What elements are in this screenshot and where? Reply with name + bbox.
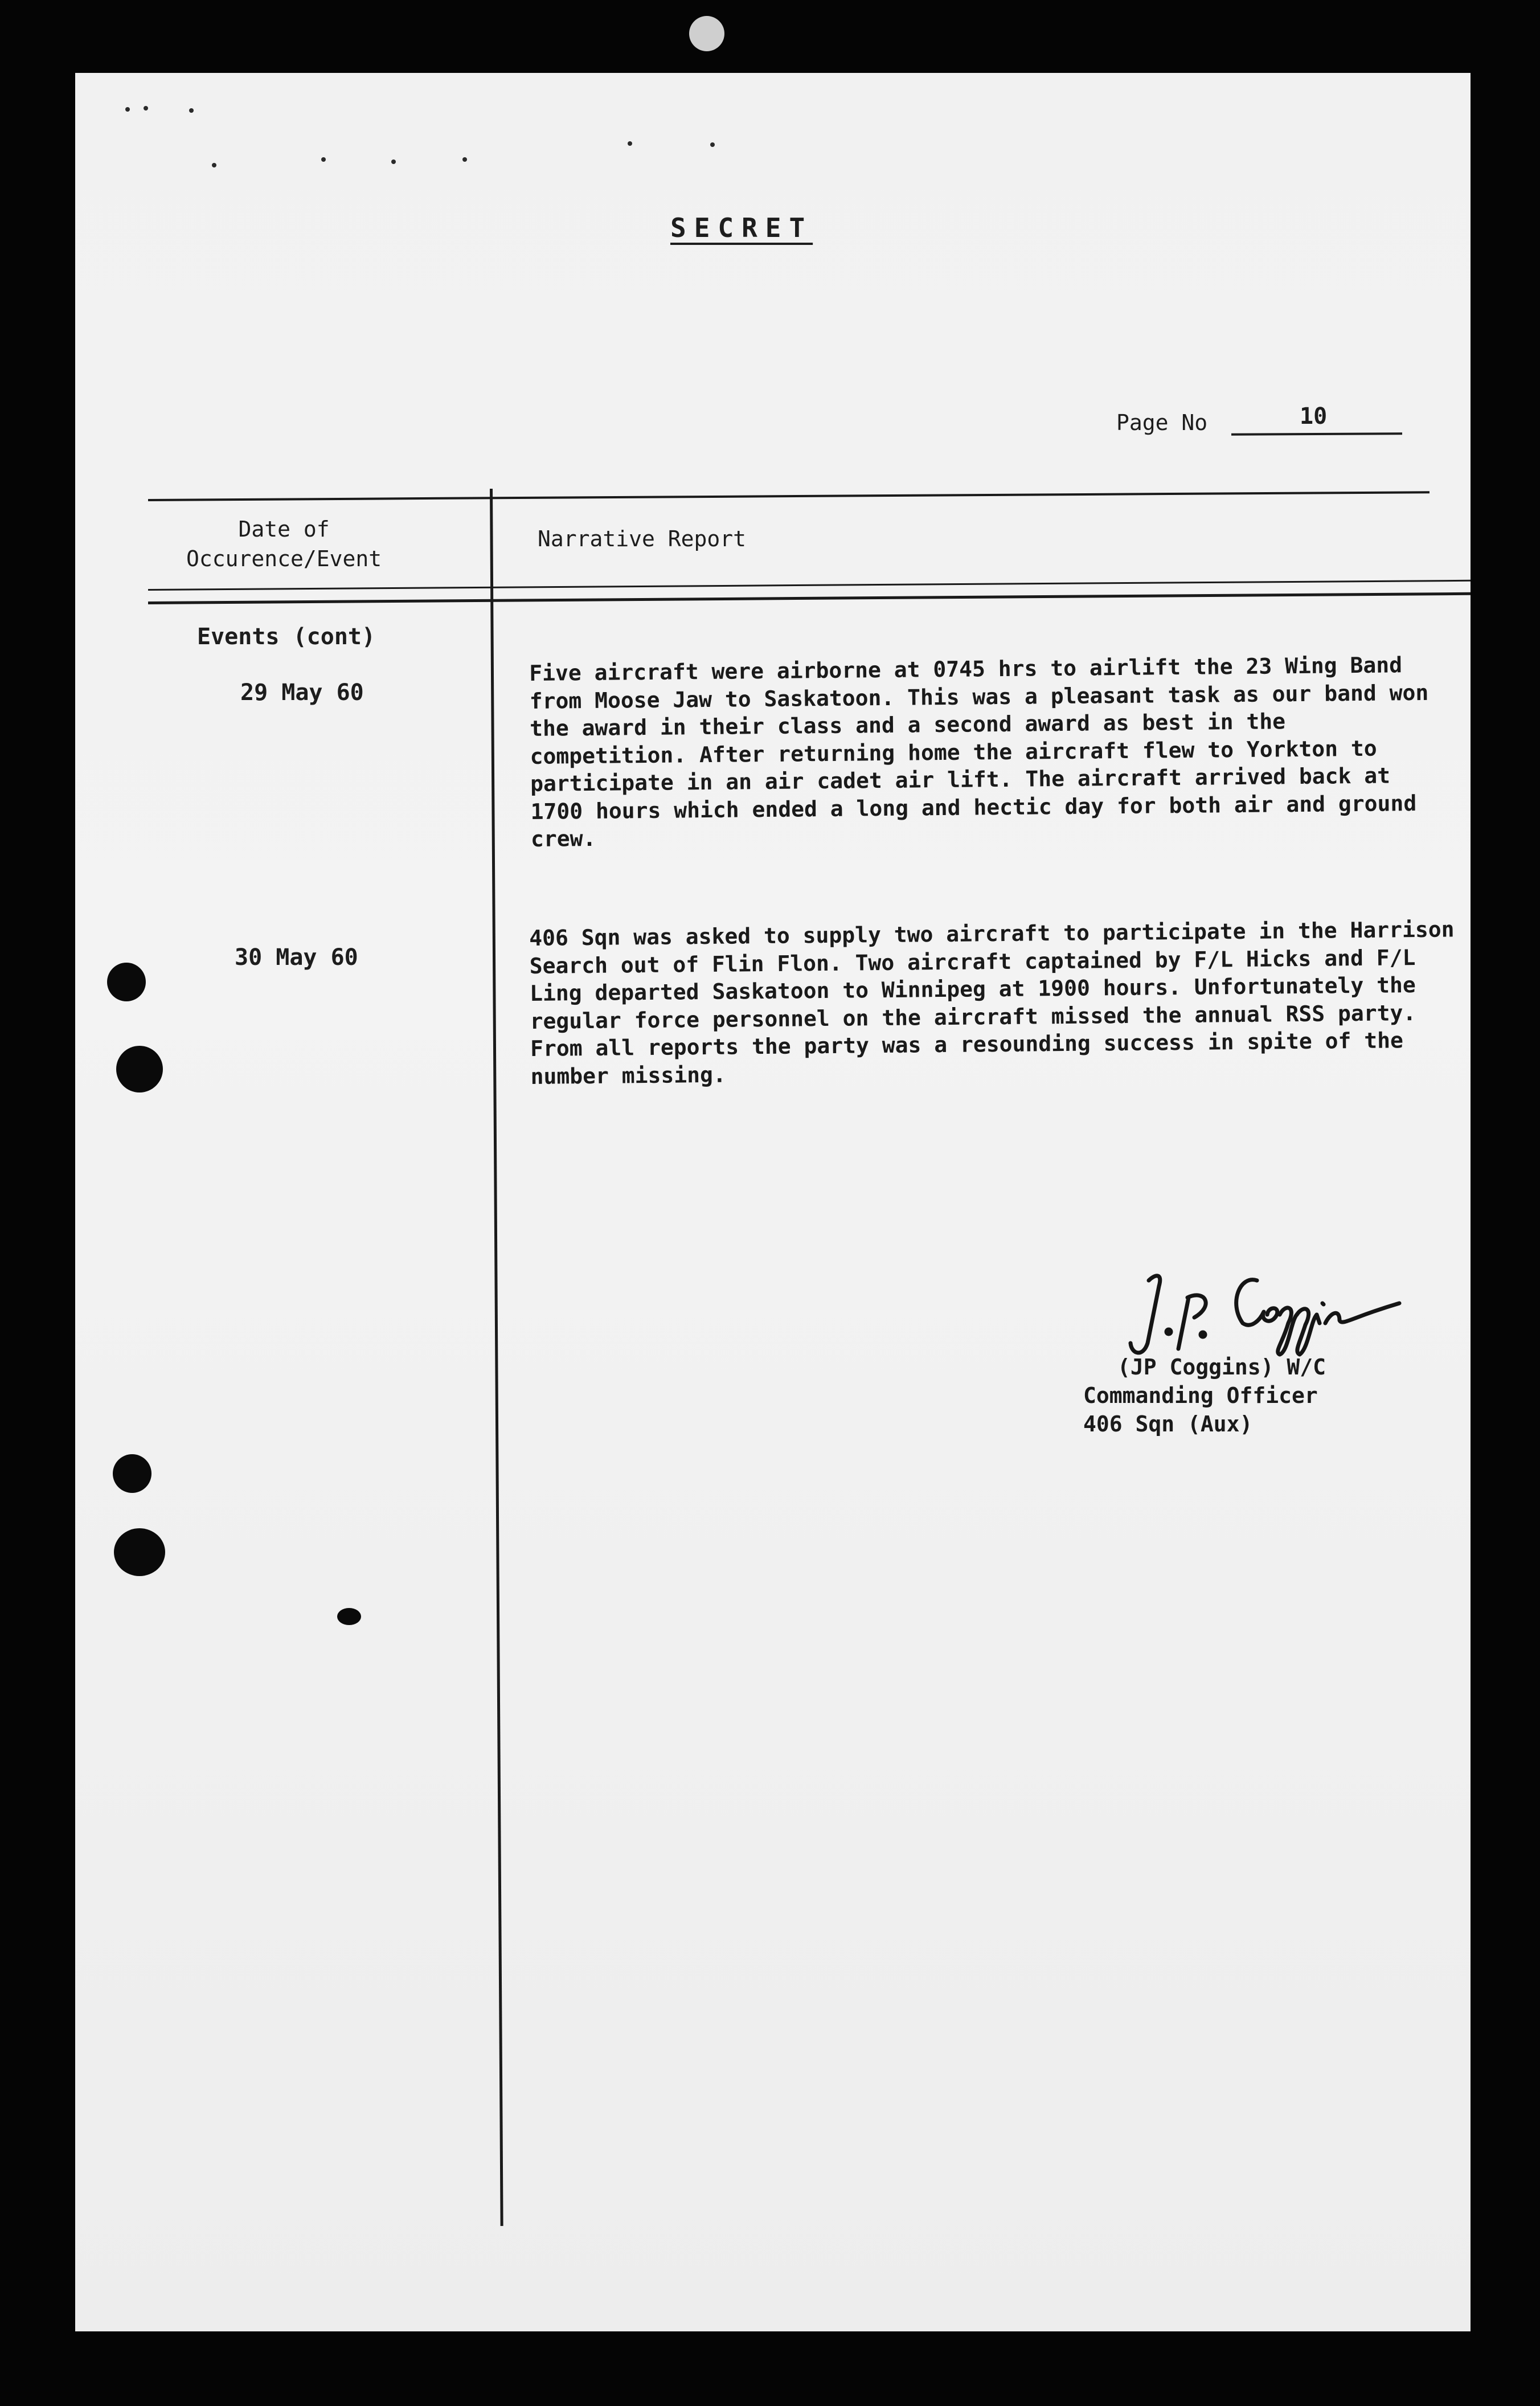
dust-speck <box>628 141 632 146</box>
page-number-label: Page No <box>1116 410 1208 435</box>
date-column-header: Date of Occurence/Event <box>186 517 382 571</box>
handwritten-signature <box>1115 1258 1411 1360</box>
entry-date: 30 May 60 <box>235 944 358 971</box>
entry-date: 29 May 60 <box>240 680 364 706</box>
punch-hole <box>113 1454 151 1493</box>
dust-speck <box>189 108 194 113</box>
header-divider-rule <box>148 579 1471 591</box>
column-divider <box>490 489 503 2226</box>
film-sprocket-hole <box>689 16 724 51</box>
table-top-rule <box>148 491 1430 501</box>
punch-hole <box>114 1528 165 1576</box>
narrative-column-header: Narrative Report <box>538 526 747 551</box>
page-number: 10 <box>1300 403 1328 429</box>
dust-speck <box>710 142 715 147</box>
entry-narrative: Five aircraft were airborne at 0745 hrs to airlift the 23 Wing Band from Moose Jaw to Saskatoon. This was a pleasant task as our band won the award in their class and a second award as best in the competition. After returning home the aircraft flew to Yorkton to participate in an air cadet air lift. The aircraft arrived back at 1700 hours which ended a long and hectic day for both air and ground crew. <box>529 652 1429 852</box>
dust-speck <box>125 107 130 112</box>
signatory-unit: 406 Sqn (Aux) <box>1083 1411 1253 1437</box>
dust-speck <box>462 157 467 162</box>
ink-blot <box>337 1608 361 1625</box>
dust-speck <box>391 159 396 164</box>
dust-speck <box>212 163 216 167</box>
entry-narrative: 406 Sqn was asked to supply two aircraft to participate in the Harrison Search out of Flin Flon. Two aircraft captained by F/L Hicks and F/L Ling departed Saskatoon to Winnipeg at 1900 hours. Unfortunately the regular force personnel on the aircraft missed the annual RSS party. From all reports the party was a resounding success in spite of the number missing. <box>529 916 1455 1089</box>
section-label: Events (cont) <box>197 624 376 650</box>
page-number-underline <box>1231 432 1402 436</box>
dust-speck <box>144 106 148 111</box>
classification-heading: SECRET <box>670 212 813 243</box>
punch-hole <box>107 963 146 1001</box>
punch-hole <box>116 1046 163 1092</box>
header-divider-rule-double <box>148 592 1471 604</box>
signatory-title: Commanding Officer <box>1083 1383 1318 1408</box>
signatory-name: (JP Coggins) W/C <box>1117 1355 1326 1380</box>
dust-speck <box>321 157 326 162</box>
document-page <box>75 73 1471 2331</box>
